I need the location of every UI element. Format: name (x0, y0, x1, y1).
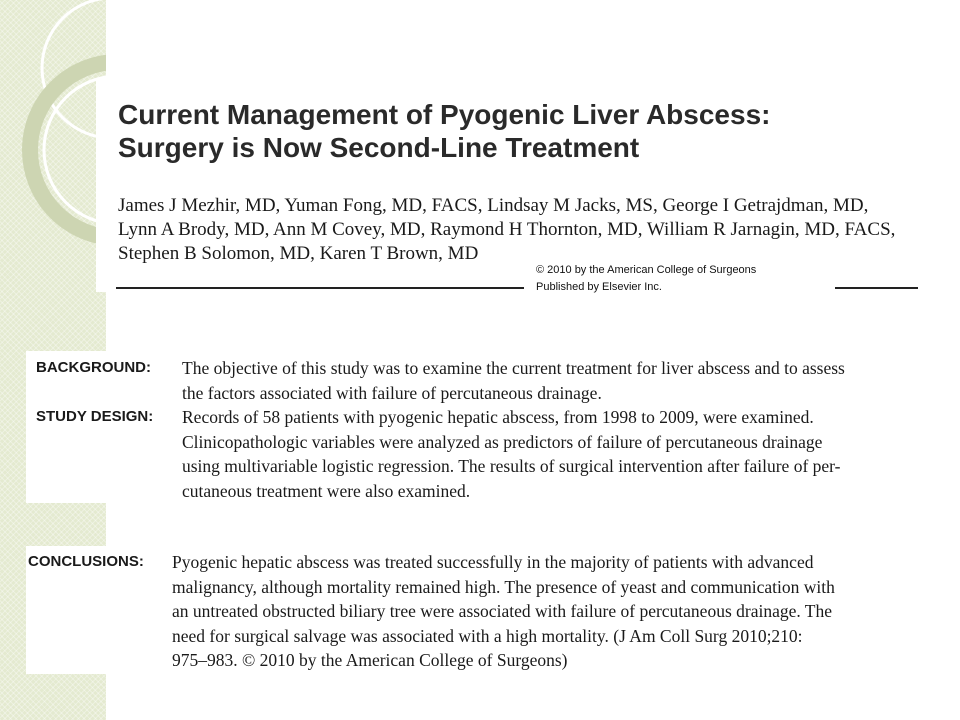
text-line: using multivariable logistic regression. The results of surgical intervention after failure of per- (182, 456, 841, 476)
study-design-label: STUDY DESIGN: (36, 408, 154, 425)
text-line: Pyogenic hepatic abscess was treated successfully in the majority of patients with advanced (172, 552, 814, 572)
abstract-section-top (26, 351, 956, 503)
text-line: need for surgical salvage was associated with a high mortality. (J Am Coll Surg 2010;210: (172, 625, 803, 646)
copyright-line: © 2010 by the American College of Surgeons (536, 264, 757, 276)
text-line: 975–983. © 2010 by the American College of Surgeons) (172, 650, 568, 670)
divider-rule-right (835, 287, 918, 289)
abstract-section-conclusions (26, 546, 956, 674)
text-line: The objective of this study was to examine the current treatment for liver abscess and to assess (182, 358, 845, 378)
title-line: Current Management of Pyogenic Liver Abscess: (118, 99, 771, 130)
text-line: malignancy, although mortality remained high. The presence of yeast and communication with (172, 576, 835, 597)
conclusions-text (172, 550, 835, 673)
author-list (118, 194, 938, 266)
background-label: BACKGROUND: (36, 359, 151, 376)
author-line: Stephen B Solomon, MD, Karen T Brown, MD (118, 243, 479, 264)
author-line: Lynn A Brody, MD, Ann M Covey, MD, Raymond H Thornton, MD, William R Jarnagin, MD, FACS, (118, 219, 896, 240)
study-design-text (182, 405, 840, 503)
title-card (96, 78, 960, 292)
text-line: Clinicopathologic variables were analyzed as predictors of failure of percutaneous drainage (182, 431, 823, 452)
text-line: an untreated obstructed biliary tree were associated with failure of percutaneous drainage. The (172, 601, 833, 621)
background-text (182, 356, 845, 405)
copyright-notice (536, 262, 756, 296)
text-line: the factors associated with failure of percutaneous drainage. (182, 382, 602, 403)
text-line: Records of 58 patients with pyogenic hepatic abscess, from 1998 to 2009, were examined. (182, 407, 814, 427)
author-line: James J Mezhir, MD, Yuman Fong, MD, FACS, Lindsay M Jacks, MS, George I Getrajdman, MD, (118, 195, 869, 216)
publisher-line: Published by Elsevier Inc. (536, 281, 662, 293)
decorative-rings-icon (0, 0, 106, 300)
conclusions-label: CONCLUSIONS: (28, 553, 144, 570)
paper-title (118, 98, 770, 164)
text-line: cutaneous treatment were also examined. (182, 480, 471, 501)
divider-rule-left (116, 287, 524, 289)
title-line: Surgery is Now Second-Line Treatment (118, 132, 640, 163)
